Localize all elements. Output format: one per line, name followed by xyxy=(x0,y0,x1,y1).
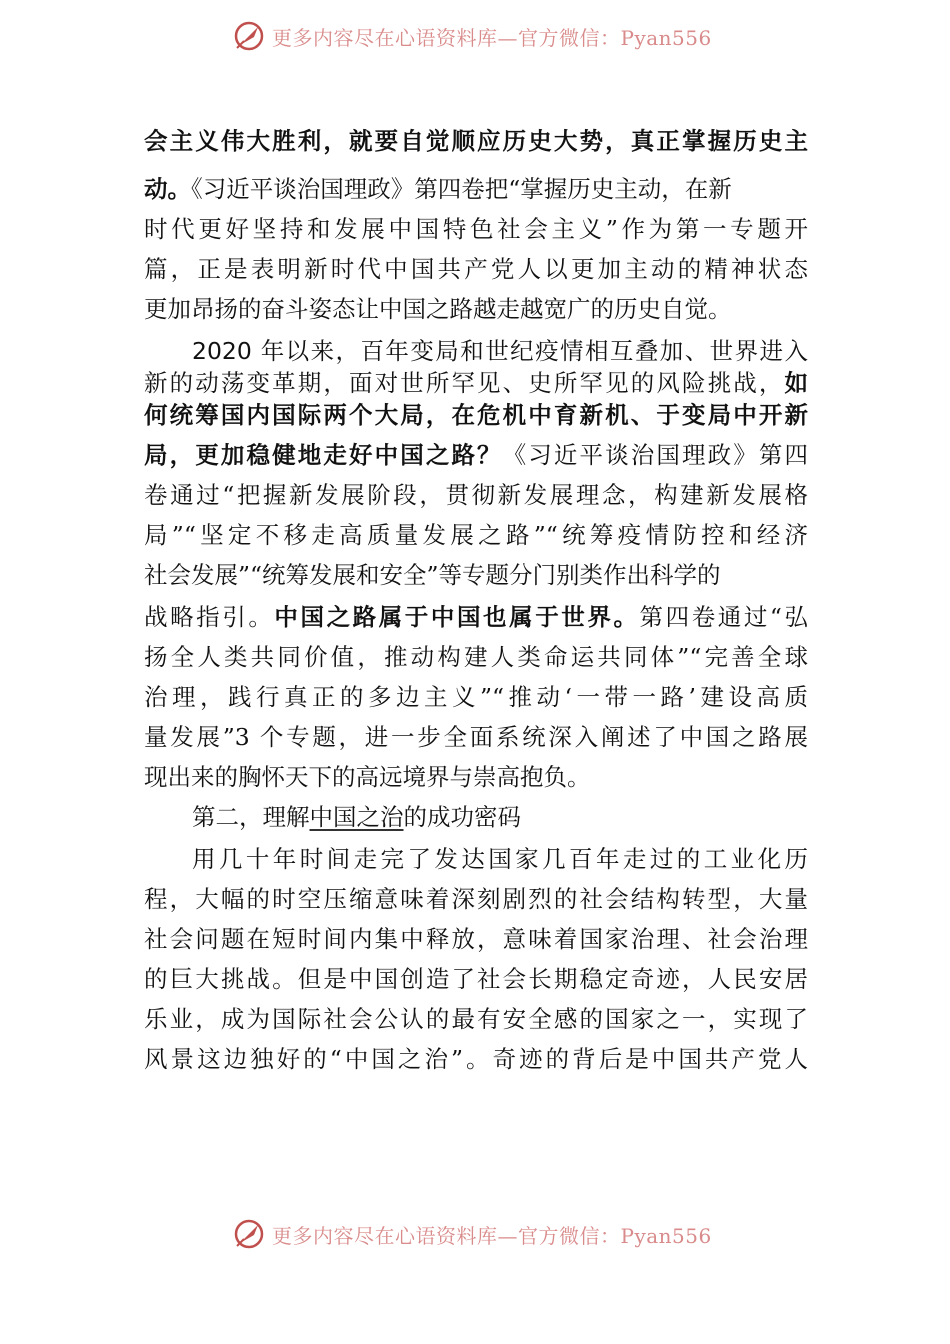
text-line xyxy=(144,212,808,246)
watermark-text: 更多内容尽在心语资料库—官方微信：Pyan556 xyxy=(272,25,712,50)
text-line xyxy=(144,334,808,368)
body-text: 战略指引。 xyxy=(144,603,275,631)
text-line xyxy=(144,172,808,206)
body-text: 局”“坚定不移走高质量发展之路”“统筹疫情防控和经济 xyxy=(144,521,808,549)
body-text: 中国之治 xyxy=(309,803,404,831)
bold-text: 动。 xyxy=(144,175,191,203)
text-line xyxy=(144,438,808,472)
body-text: 第二，理解 xyxy=(192,803,310,831)
header-watermark xyxy=(232,18,712,54)
body-text: 治理，践行真正的多边主义”“推动‘一带一路’建设高质 xyxy=(144,683,808,711)
text-line xyxy=(144,922,808,956)
bold-text: 如 xyxy=(784,369,808,397)
text-line xyxy=(144,962,808,996)
bold-text: 中国之路属于中国也属于世界。 xyxy=(274,603,640,631)
text-line xyxy=(144,366,808,400)
text-line xyxy=(144,478,808,512)
body-text: 社会问题在短时间内集中释放，意味着国家治理、社会治理 xyxy=(144,925,808,953)
text-line xyxy=(144,1042,808,1076)
text-line xyxy=(144,842,808,876)
text-line xyxy=(144,252,808,286)
body-text: 更加昂扬的奋斗姿态让中国之路越走越宽广的历史自觉。 xyxy=(144,295,732,323)
text-line xyxy=(144,558,808,592)
body-text: 现出来的胸怀天下的高远境界与崇高抱负。 xyxy=(144,763,591,791)
bold-text: 何统筹国内国际两个大局，在危机中育新机、于变局中开新 xyxy=(144,401,808,429)
body-text: 风景这边独好的“中国之治”。奇迹的背后是中国共产党人 xyxy=(144,1045,808,1073)
footer-watermark xyxy=(232,1216,712,1252)
quill-logo-icon xyxy=(232,19,266,53)
body-text: 的成功密码 xyxy=(403,803,521,831)
text-line xyxy=(144,760,808,794)
text-line xyxy=(144,800,808,834)
text-line xyxy=(144,680,808,714)
body-text: 扬全人类共同价值，推动构建人类命运共同体”“完善全球 xyxy=(144,643,808,671)
text-line xyxy=(144,398,808,432)
text-line xyxy=(144,640,808,674)
body-text: 量发展”3 个专题，进一步全面系统深入阐述了中国之路展 xyxy=(144,723,808,751)
text-line xyxy=(144,600,808,634)
text-line xyxy=(144,518,808,552)
body-text: 乐业，成为国际社会公认的最有安全感的国家之一，实现了 xyxy=(144,1005,808,1033)
bold-text: 会主义伟大胜利，就要自觉顺应历史大势，真正掌握历史主 xyxy=(144,127,808,155)
body-text: 时代更好坚持和发展中国特色社会主义”作为第一专题开 xyxy=(144,215,808,243)
body-text: 程，大幅的时空压缩意味着深刻剧烈的社会结构转型，大量 xyxy=(144,885,808,913)
text-line xyxy=(144,882,808,916)
body-text: 2020 年以来，百年变局和世纪疫情相互叠加、世界进入 xyxy=(192,337,808,365)
bold-text: 局，更加稳健地走好中国之路？ xyxy=(144,441,503,469)
watermark-text: 更多内容尽在心语资料库—官方微信：Pyan556 xyxy=(272,1223,712,1248)
quill-logo-icon xyxy=(232,1217,266,1251)
body-text: 社会发展”“统筹发展和安全”等专题分门别类作出科学的 xyxy=(144,561,721,589)
body-text: 《习近平谈治国理政》第四 xyxy=(502,441,809,469)
body-text: 卷通过“把握新发展阶段，贯彻新发展理念，构建新发展格 xyxy=(144,481,808,509)
body-text: 《习近平谈治国理政》第四卷把“掌握历史主动，在新 xyxy=(191,175,732,203)
body-text: 的巨大挑战。但是中国创造了社会长期稳定奇迹，人民安居 xyxy=(144,965,808,993)
text-line xyxy=(144,720,808,754)
text-line xyxy=(144,1002,808,1036)
text-line xyxy=(144,292,808,326)
body-text: 第四卷通过“弘 xyxy=(639,603,809,631)
body-text: 篇，正是表明新时代中国共产党人以更加主动的精神状态 xyxy=(144,255,808,283)
text-line xyxy=(144,124,808,158)
body-text: 新的动荡变革期，面对世所罕见、史所罕见的风险挑战， xyxy=(144,369,785,397)
body-text: 用几十年时间走完了发达国家几百年走过的工业化历 xyxy=(192,845,808,873)
